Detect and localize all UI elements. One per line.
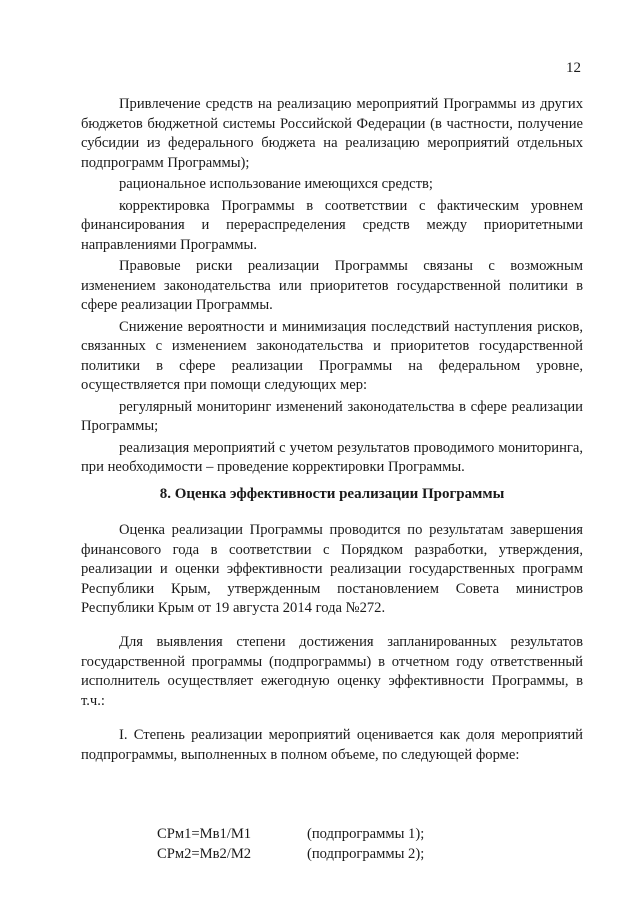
formula: СРм2=Мв2/М2: [157, 846, 252, 862]
evaluation-paragraph-block: [81, 521, 583, 619]
section-heading: 8. Оценка эффективности реализации Программы: [159, 486, 505, 502]
formula-note: (подпрограммы 2);: [307, 846, 425, 862]
detection-paragraph-block: [81, 633, 583, 711]
paragraph: Оценка реализации Программы проводится по результатам завершения финансового года в соответствии с Порядком разработки, утверждения, реализации и оценки эффективности реализации государственных программ Республики Крым, утвержденным постановлением Совета министров Республики Крым от 19 августа 2014 года №272.: [81, 522, 583, 616]
paragraph: рациональное использование имеющихся средств;: [119, 176, 433, 192]
risk-measures-block: [81, 95, 583, 478]
paragraph: Привлечение средств на реализацию мероприятий Программы из других бюджетов бюджетной системы Российской Федерации (в частности, получение субсидии из федерального бюджета на реализацию мероприятий отдельных подпрограмм Программы);: [81, 96, 583, 171]
formula-row: [157, 826, 424, 843]
paragraph: I. Степень реализации мероприятий оценивается как доля мероприятий подпрограммы, выполненных в полном объеме, по следующей форме:: [81, 727, 583, 763]
paragraph: реализация мероприятий с учетом результатов проводимого мониторинга, при необходимости – проведение корректировки Программы.: [81, 439, 583, 475]
formula-row: [157, 846, 424, 863]
paragraph: корректировка Программы в соответствии с фактическим уровнем финансирования и перераспределения средств между приоритетными направлениями Программы.: [81, 197, 583, 253]
paragraph: регулярный мониторинг изменений законодательства в сфере реализации Программы;: [81, 398, 583, 434]
degree-paragraph-block: [81, 726, 583, 765]
page-number: 12: [566, 60, 581, 76]
formula-note: (подпрограммы 1);: [307, 826, 425, 842]
paragraph: Снижение вероятности и минимизация последствий наступления рисков, связанных с изменением законодательства и приоритетов государственной политики в сфере реализации Программы на федеральном уровне, осуществляется при помощи следующих мер:: [81, 318, 583, 393]
paragraph: Для выявления степени достижения запланированных результатов государственной программы (подпрограммы) в отчетном году ответственный исполнитель осуществляет ежегодную оценку эффективности Программы, в т.ч.:: [81, 634, 583, 709]
formula: СРм1=Мв1/М1: [157, 826, 252, 842]
paragraph: Правовые риски реализации Программы связаны с возможным изменением законодательства или приоритетов государственной политики в сфере реализации Программы.: [81, 258, 583, 313]
